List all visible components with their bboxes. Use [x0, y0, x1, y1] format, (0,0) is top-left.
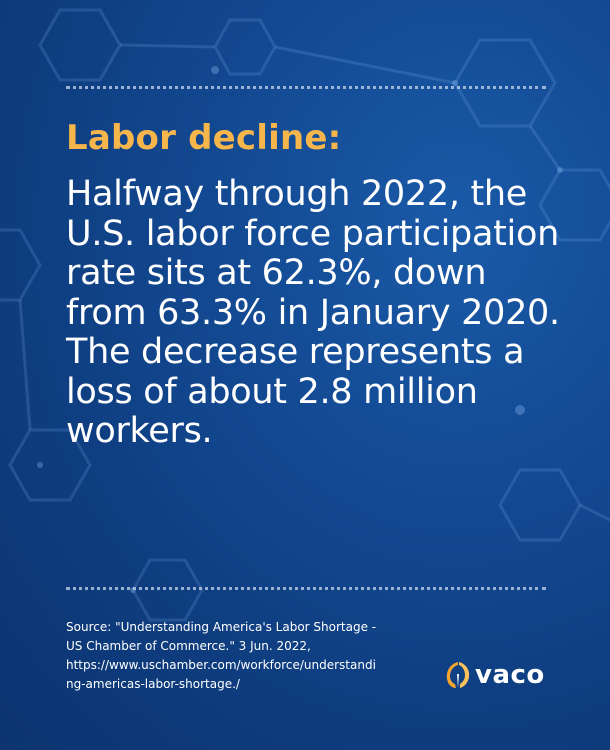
statistic-text: Halfway through 2022, the U.S. labor force participation rate sits at 62.3%, down from 63.3% in January 2020. The decrease represents a loss of about 2.8 million workers.	[66, 174, 560, 451]
source-citation	[66, 618, 426, 694]
source-url-line: ng-americas-labor-shortage./	[66, 677, 240, 691]
top-dotted-divider	[66, 86, 546, 89]
source-line: Source: "Understanding America's Labor Shortage -	[66, 620, 377, 634]
vaco-logo	[445, 658, 545, 692]
vaco-logo-icon	[445, 660, 471, 690]
page-title: Labor decline:	[66, 118, 342, 158]
source-url-line: https://www.uschamber.com/workforce/understandi	[66, 658, 376, 672]
vaco-logo-text: vaco	[475, 660, 545, 690]
source-line: US Chamber of Commerce." 3 Jun. 2022,	[66, 639, 311, 653]
bottom-dotted-divider	[66, 587, 546, 590]
